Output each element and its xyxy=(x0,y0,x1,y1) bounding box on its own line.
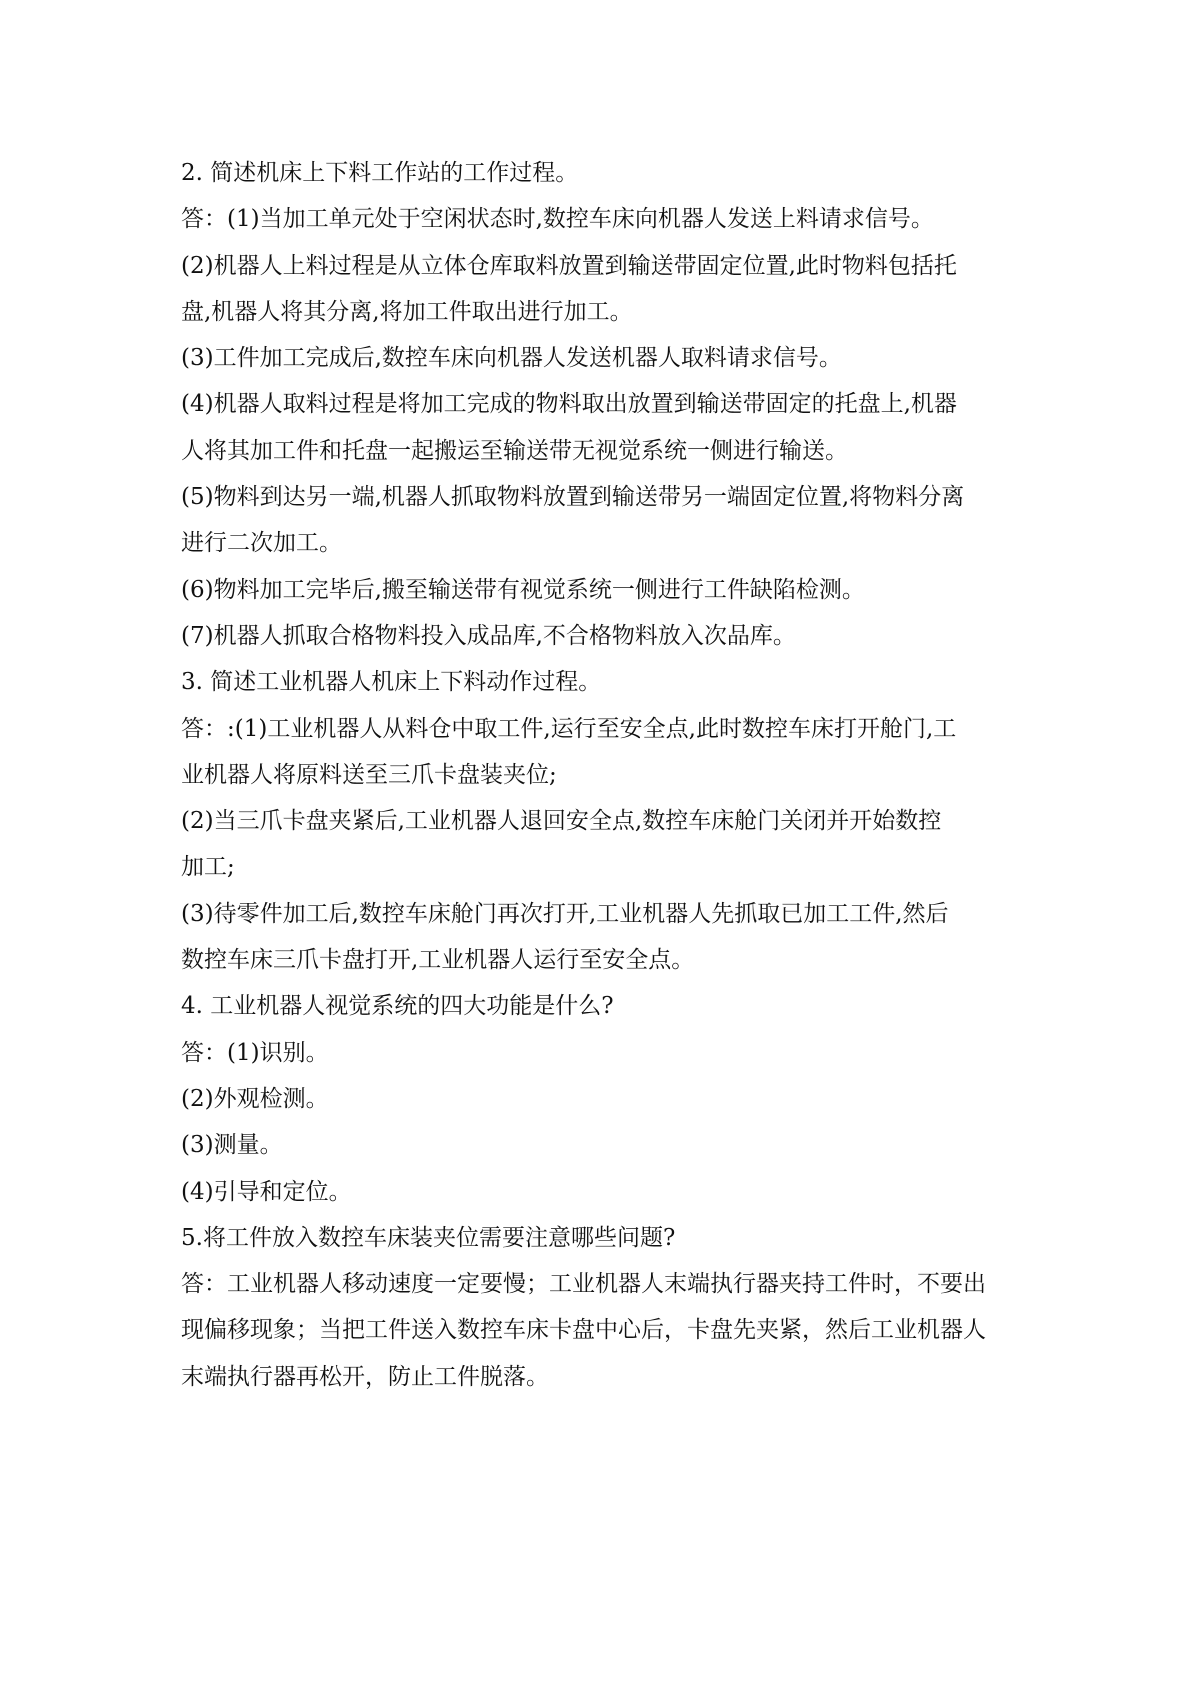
answer-3-step-2-line-1: (2)当三爪卡盘夹紧后,工业机器人退回安全点,数控车床舱门关闭并开始数控 xyxy=(181,808,942,835)
question-2-title: 2. 简述机床上下料工作站的工作过程。 xyxy=(181,160,579,186)
answer-2-step-1: 答：(1)当加工单元处于空闲状态时,数控车床向机器人发送上料请求信号。 xyxy=(181,206,934,233)
answer-2-step-2-line-1: (2)机器人上料过程是从立体仓库取料放置到输送带固定位置,此时物料包括托 xyxy=(181,252,957,279)
answer-2-step-3: (3)工件加工完成后,数控车床向机器人发送机器人取料请求信号。 xyxy=(181,345,842,372)
answer-5-line-1: 答：工业机器人移动速度一定要慢；工业机器人末端执行器夹持工件时，不要出 xyxy=(181,1271,986,1298)
answer-3-step-1-line-2: 业机器人将原料送至三爪卡盘装夹位; xyxy=(181,761,557,788)
answer-3-step-1-line-1: 答：:(1)工业机器人从料仓中取工件,运行至安全点,此时数控车床打开舱门,工 xyxy=(181,715,957,742)
answer-5-line-3: 末端执行器再松开，防止工件脱落。 xyxy=(181,1363,549,1390)
answer-3-step-3-line-1: (3)待零件加工后,数控车床舱门再次打开,工业机器人先抓取已加工工件,然后 xyxy=(181,900,949,927)
answer-3-step-2-line-2: 加工; xyxy=(181,854,235,881)
answer-2-step-5-line-1: (5)物料到达另一端,机器人抓取物料放置到输送带另一端固定位置,将物料分离 xyxy=(181,484,965,511)
answer-2-step-2-line-2: 盘,机器人将其分离,将加工件取出进行加工。 xyxy=(181,298,633,325)
question-3-title: 3. 简述工业机器人机床上下料动作过程。 xyxy=(181,669,602,696)
answer-3-step-3-line-2: 数控车床三爪卡盘打开,工业机器人运行至安全点。 xyxy=(181,947,695,974)
answer-2-step-4-line-2: 人将其加工件和托盘一起搬运至输送带无视觉系统一侧进行输送。 xyxy=(181,437,848,464)
question-4-title: 4. 工业机器人视觉系统的四大功能是什么? xyxy=(181,993,614,1020)
answer-4-item-1: 答：(1)识别。 xyxy=(181,1039,329,1066)
question-5-title: 5.将工件放入数控车床装夹位需要注意哪些问题? xyxy=(181,1224,676,1251)
answer-4-item-2: (2)外观检测。 xyxy=(181,1085,329,1112)
answer-2-step-4-line-1: (4)机器人取料过程是将加工完成的物料取出放置到输送带固定的托盘上,机器 xyxy=(181,391,957,418)
answer-4-item-4: (4)引导和定位。 xyxy=(181,1178,352,1205)
answer-5-line-2: 现偏移现象；当把工件送入数控车床卡盘中心后，卡盘先夹紧，然后工业机器人 xyxy=(181,1317,986,1344)
answer-2-step-7: (7)机器人抓取合格物料投入成品库,不合格物料放入次品库。 xyxy=(181,622,796,649)
document-body xyxy=(181,150,1021,1400)
answer-2-step-6: (6)物料加工完毕后,搬至输送带有视觉系统一侧进行工件缺陷检测。 xyxy=(181,576,865,603)
answer-2-step-5-line-2: 进行二次加工。 xyxy=(181,530,342,557)
answer-4-item-3: (3)测量。 xyxy=(181,1132,283,1159)
